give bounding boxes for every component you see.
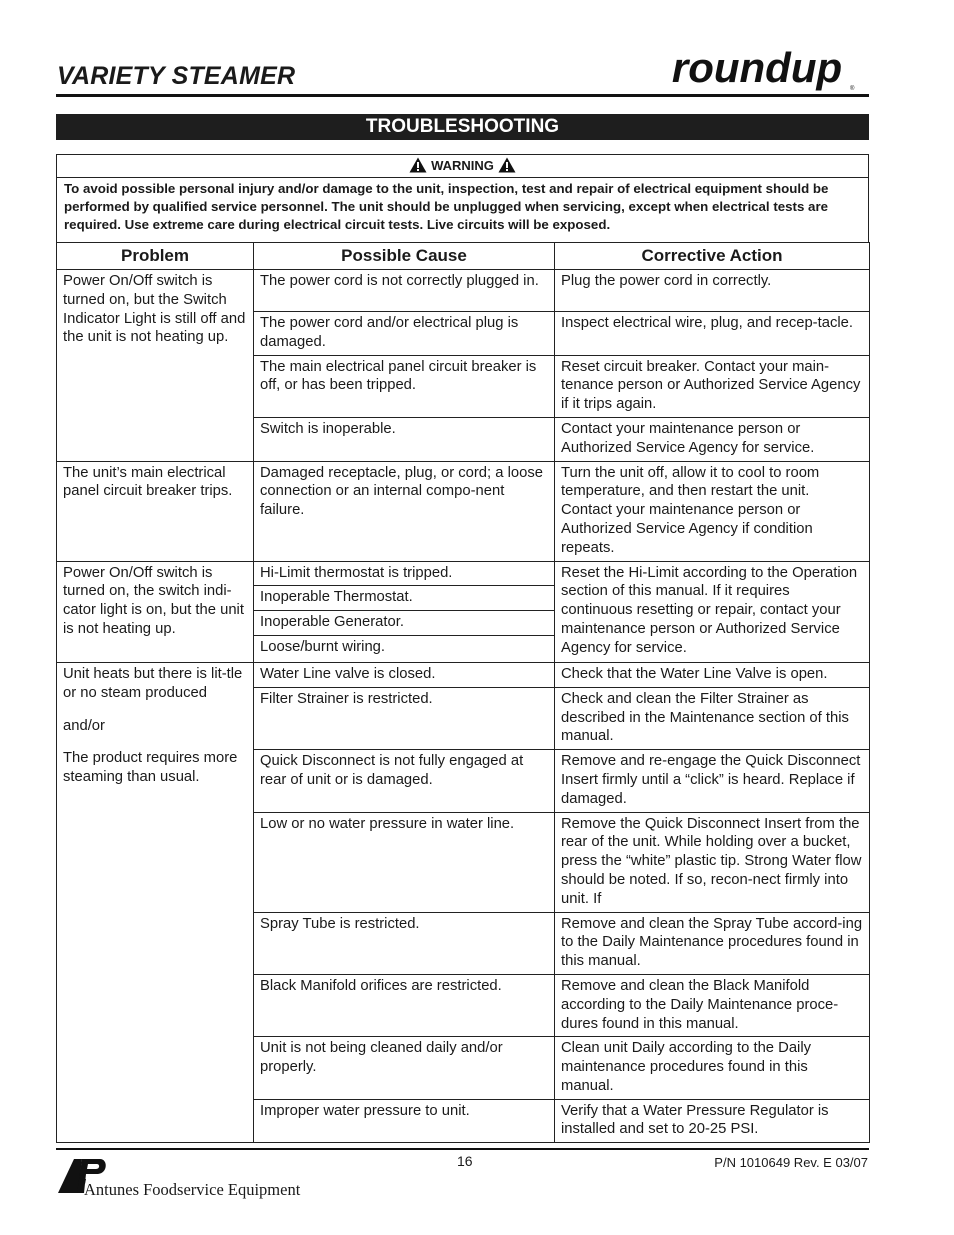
warning-label: WARNING [431, 158, 494, 173]
action-cell: Check that the Water Line Valve is open. [555, 662, 870, 687]
warning-text: To avoid possible personal injury and/or damage to the unit, inspection, test and repair of electrical equipment should be performed by qualified service personnel. The unit should be unplugged when servicing, except when electrical tests are required. Use extreme care during electrical circuit tests. Live circuits will be exposed. [64, 181, 829, 232]
cause-cell: The main electrical panel circuit breaker is off, or has been tripped. [254, 355, 555, 417]
warning-box [56, 154, 869, 243]
cause-cell: Loose/burnt wiring. [254, 635, 555, 662]
cause-cell: Unit is not being cleaned daily and/or properly. [254, 1037, 555, 1099]
cause-cell: The power cord and/or electrical plug is damaged. [254, 312, 555, 356]
cause-cell: Low or no water pressure in water line. [254, 812, 555, 912]
cause-cell: The power cord is not correctly plugged in. [254, 270, 555, 312]
cause-cell: Switch is inoperable. [254, 417, 555, 461]
action-cell: Reset circuit breaker. Contact your main-tenance person or Authorized Service Agency if it trips again. [555, 355, 870, 417]
company-name: Antunes Foodservice Equipment [84, 1180, 301, 1199]
table-row [57, 662, 870, 687]
page-number: 16 [457, 1153, 473, 1169]
problem-cell: Power On/Off switch is turned on, but the Switch Indicator Light is still off and the unit is not heating up. [57, 270, 254, 462]
action-cell: Verify that a Water Pressure Regulator is installed and set to 20-25 PSI. [555, 1099, 870, 1143]
part-number: P/N 1010649 Rev. E 03/07 [714, 1155, 868, 1170]
document-title: VARIETY STEAMER [57, 62, 296, 90]
action-cell: Inspect electrical wire, plug, and recep-tacle. [555, 312, 870, 356]
section-title: TROUBLESHOOTING [56, 114, 869, 140]
cause-cell: Quick Disconnect is not fully engaged at rear of unit or is damaged. [254, 750, 555, 812]
cause-header: Possible Cause [254, 243, 555, 270]
cause-cell: Water Line valve is closed. [254, 662, 555, 687]
troubleshooting-table [56, 242, 870, 1143]
table-header-row [57, 243, 870, 270]
problem-cell [57, 662, 254, 1142]
cause-cell: Inoperable Thermostat. [254, 586, 555, 611]
roundup-logo [644, 46, 870, 94]
action-cell: Clean unit Daily according to the Daily maintenance procedures found in this manual. [555, 1037, 870, 1099]
problem-text: and/or [63, 717, 105, 734]
warning-triangle-icon [498, 157, 516, 173]
action-header: Corrective Action [555, 243, 870, 270]
action-cell: Plug the power cord in correctly. [555, 270, 870, 312]
svg-text:roundup: roundup [671, 46, 843, 91]
cause-cell: Spray Tube is restricted. [254, 912, 555, 974]
table-row [57, 270, 870, 312]
header-rule [56, 94, 869, 97]
action-cell: Remove and re-engage the Quick Disconnect Insert firmly until a “click” is heard. Replace if damaged. [555, 750, 870, 812]
problem-text: Unit heats but there is lit-tle or no steam produced [63, 665, 243, 701]
problem-text: The product requires more steaming than usual. [63, 750, 238, 786]
warning-triangle-icon [409, 157, 427, 173]
action-cell: Contact your maintenance person or Authorized Service Agency for service. [555, 417, 870, 461]
cause-cell: Inoperable Generator. [254, 611, 555, 636]
table-row [57, 561, 870, 586]
cause-cell: Hi-Limit thermostat is tripped. [254, 561, 555, 586]
svg-text:®: ® [850, 86, 855, 92]
cause-cell: Black Manifold orifices are restricted. [254, 974, 555, 1036]
table-row [57, 461, 870, 561]
action-cell: Check and clean the Filter Strainer as described in the Maintenance section of this manual. [555, 687, 870, 749]
problem-header: Problem [57, 243, 254, 270]
cause-cell: Filter Strainer is restricted. [254, 687, 555, 749]
warning-header [57, 155, 868, 178]
problem-cell: The unit’s main electrical panel circuit breaker trips. [57, 461, 254, 561]
action-cell: Turn the unit off, allow it to cool to room temperature, and then restart the unit. Contact your maintenance person or Authorized Service Agency if condition repeats. [555, 461, 870, 561]
action-cell: Remove the Quick Disconnect Insert from the rear of the unit. While holding over a bucket, press the “white” plastic tip. Strong Water flow should be noted. If so, recon-nect firmly into unit. If [555, 812, 870, 912]
cause-cell: Damaged receptacle, plug, or cord; a loose connection or an internal compo-nent failure. [254, 461, 555, 561]
action-cell: Remove and clean the Spray Tube accord-ing to the Daily Maintenance procedures found in this manual. [555, 912, 870, 974]
problem-cell: Power On/Off switch is turned on, the switch indi-cator light is on, but the unit is not heating up. [57, 561, 254, 662]
action-cell: Reset the Hi-Limit according to the Operation section of this manual. If it requires continuous resetting or repair, contact your maintenance person or Authorized Service Agency for service. [555, 561, 870, 662]
footer-rule [56, 1148, 869, 1150]
cause-cell: Improper water pressure to unit. [254, 1099, 555, 1143]
action-cell: Remove and clean the Black Manifold according to the Daily Maintenance proce-dures found in this manual. [555, 974, 870, 1036]
